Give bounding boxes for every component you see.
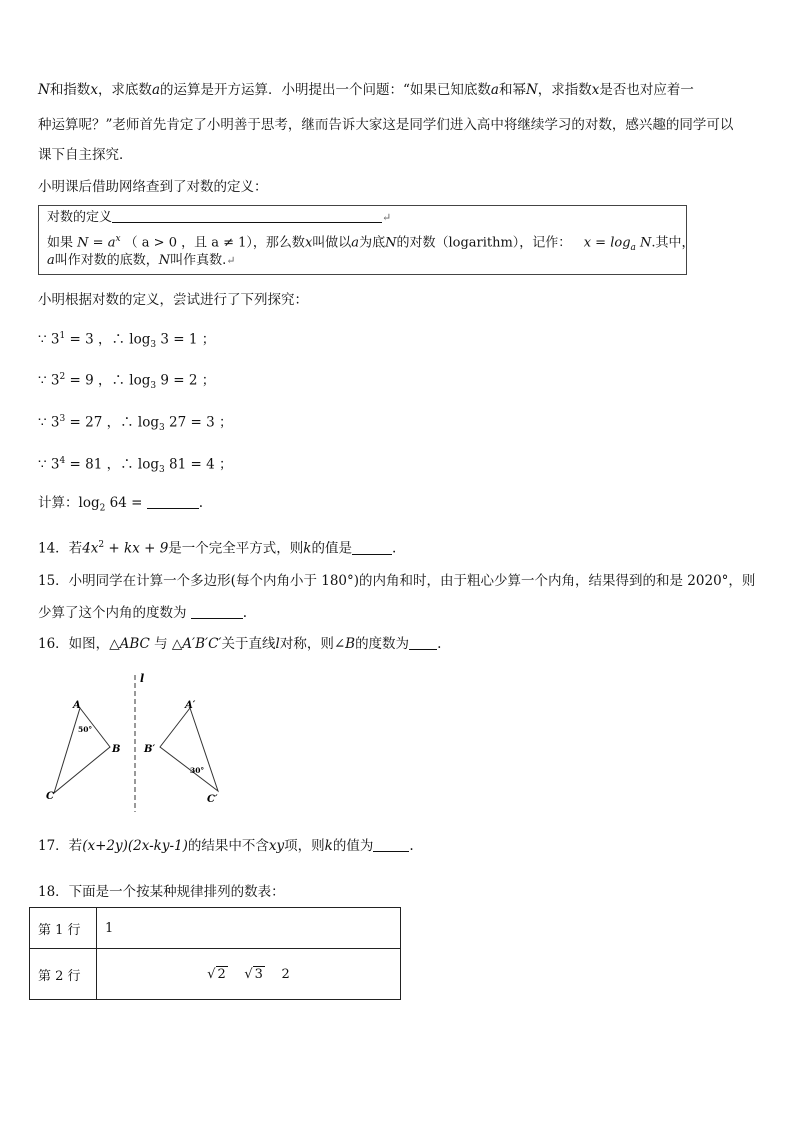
text: 的值是 — [311, 540, 352, 557]
exponent: x — [115, 234, 121, 244]
formula: N = a — [77, 235, 116, 251]
text: 9 = 2 ； — [156, 372, 216, 389]
text: 的结果中不含 — [187, 838, 269, 854]
text: 如果 — [47, 235, 74, 251]
vertex-A: A — [73, 700, 81, 711]
intro-line-3: 课下自主探究． — [38, 147, 133, 163]
row-label: 第 2 行 — [30, 949, 97, 1000]
var-a: a — [47, 253, 55, 268]
text: = 9 ，∴ log — [65, 372, 151, 389]
base: 3 — [50, 331, 60, 348]
text: 27 = 3 ； — [164, 414, 233, 431]
text: .其中， — [651, 235, 695, 251]
var-k: k — [303, 540, 312, 557]
text: （ a > 0 ，且 a ≠ 1），那么数 — [124, 235, 305, 251]
subscript: 3 — [150, 381, 157, 392]
because-icon: ∵ — [38, 414, 47, 431]
var-N: N — [385, 235, 397, 251]
title-underline — [112, 208, 382, 223]
base: 3 — [50, 456, 60, 473]
answer-blank[interactable] — [352, 540, 392, 555]
text: ，求指数 — [537, 82, 592, 98]
triangle-label: △A′B′C′ — [171, 636, 222, 652]
text: log — [78, 495, 100, 511]
question-16 — [38, 634, 441, 654]
var-N: N — [158, 253, 171, 268]
intro-line-2: 种运算呢？”老师首先肯定了小明善于思考，继而告诉大家这是同学们进入高中将继续学习的对数，感兴趣的同学可以 — [38, 117, 734, 133]
text: 和幂 — [498, 82, 526, 98]
because-icon: ∵ — [38, 456, 47, 473]
var-x: x — [304, 235, 313, 251]
exponent: 2 — [98, 540, 105, 550]
angle-C-prime-label: 30° — [190, 766, 205, 775]
formula: (x+2y)(2x-ky-1) — [82, 838, 188, 854]
text: 对称，则 — [279, 636, 334, 652]
subscript: 3 — [150, 340, 157, 351]
radicand: 3 — [254, 966, 263, 982]
notation: x = log — [583, 235, 631, 251]
triangle-abc — [54, 708, 110, 793]
row-values — [97, 949, 401, 1000]
subscript: 3 — [158, 465, 165, 476]
text: 叫做以 — [312, 235, 352, 251]
text: 64 = — [105, 495, 143, 511]
explore-calc — [38, 493, 203, 519]
var-k: k — [324, 838, 333, 854]
term-xy: xy — [268, 838, 285, 854]
explore-step-1 — [38, 326, 215, 355]
text: 3 = 1 ； — [156, 331, 216, 348]
var-l: l — [275, 636, 280, 652]
row-values: 1 — [97, 908, 401, 949]
return-mark-icon: ↵ — [226, 254, 236, 267]
var-x: x — [591, 82, 600, 98]
text: 的度数为 — [355, 636, 410, 652]
explore-step-2 — [38, 367, 215, 396]
text: 关于直线 — [221, 636, 276, 652]
base: 3 — [50, 414, 60, 431]
radicand: 2 — [217, 966, 226, 982]
text: . — [391, 540, 397, 557]
text: 与 — [154, 636, 168, 652]
answer-blank[interactable] — [147, 494, 199, 509]
text: 和指数 — [49, 82, 91, 98]
explore-step-4 — [38, 451, 232, 480]
intro-line-4: 小明课后借助网络查到了对数的定义： — [38, 179, 268, 195]
explore-step-3 — [38, 409, 232, 438]
var-N: N — [525, 82, 538, 98]
text: ，求底数 — [97, 82, 152, 98]
text: 81 = 4 ； — [164, 456, 233, 473]
text: 是否也对应着一 — [599, 82, 694, 98]
because-icon: ∵ — [38, 331, 47, 348]
definition-box — [38, 205, 695, 275]
subscript: a — [630, 242, 636, 253]
answer-blank[interactable] — [409, 635, 437, 650]
question-number: 16．如图， — [38, 636, 110, 652]
vertex-C-prime: C′ — [207, 794, 218, 805]
text: = 3 ，∴ log — [65, 331, 151, 348]
text: . — [409, 838, 414, 854]
question-17 — [38, 836, 414, 856]
return-mark-icon: ↵ — [382, 211, 392, 224]
exponent: 3 — [59, 414, 66, 424]
var-a: a — [490, 82, 499, 98]
text: . — [198, 495, 203, 511]
formula: 4x — [82, 540, 99, 557]
answer-blank[interactable] — [191, 604, 243, 619]
var-a: a — [151, 82, 160, 98]
triangle-abc-prime — [160, 708, 218, 791]
question-14 — [38, 535, 396, 559]
angle-A-label: 50° — [78, 725, 93, 734]
because-icon: ∵ — [38, 372, 47, 389]
question-number: 17．若 — [38, 838, 83, 854]
text: 的对数（logarithm），记作： — [396, 235, 572, 251]
text: 叫作对数的底数， — [54, 253, 159, 268]
text: 是一个完全平方式，则 — [168, 540, 304, 557]
text: 项，则 — [284, 838, 325, 854]
text: 为底 — [359, 235, 386, 251]
value: 2 — [281, 966, 290, 982]
vertex-A-prime: A′ — [185, 700, 196, 711]
text: = 81 ，∴ log — [65, 456, 159, 473]
symmetry-figure — [40, 672, 240, 817]
sqrt-value: √ 2 — [207, 966, 226, 982]
row-label: 第 1 行 — [30, 908, 97, 949]
table-row — [30, 908, 401, 949]
text: = 27 ，∴ log — [65, 414, 159, 431]
base: 3 — [50, 372, 60, 389]
var-N: N — [38, 82, 50, 98]
definition-row-3 — [47, 252, 236, 270]
formula: + kx + 9 — [104, 540, 169, 557]
vertex-B: B — [112, 744, 121, 755]
text: 少算了这个内角的度数为 — [38, 605, 187, 621]
text: 的值为 — [332, 838, 374, 854]
line-label: l — [140, 672, 145, 685]
definition-title-row — [47, 208, 391, 227]
triangle-label: △ABC — [109, 636, 150, 652]
text: 叫作真数. — [170, 253, 227, 268]
text: . — [437, 636, 442, 652]
intro-line-1 — [38, 80, 694, 100]
exponent: 4 — [59, 456, 66, 466]
var-N: N — [640, 235, 652, 251]
text: 计算： — [38, 495, 79, 511]
explore-intro: 小明根据对数的定义，尝试进行了下列探究： — [38, 292, 308, 308]
question-number: 14．若 — [38, 540, 83, 557]
question-15-line-1: 15．小明同学在计算一个多边形(每个内角小于 180°)的内角和时，由于粗心少算一个内角，结果得到的和是 2020°，则 — [38, 573, 756, 589]
table-row — [30, 949, 401, 1000]
subscript: 3 — [158, 423, 165, 434]
exponent: 1 — [59, 331, 66, 341]
question-15-line-2 — [38, 603, 247, 623]
subscript: 2 — [99, 503, 106, 514]
var-x: x — [90, 82, 98, 98]
vertex-B-prime: B′ — [144, 744, 156, 755]
number-table — [29, 907, 401, 1000]
text: 的运算是开方运算．小明提出一个问题：“如果已知底数 — [160, 82, 491, 98]
angle-label: ∠B — [333, 636, 356, 652]
question-18-title: 18．下面是一个按某种规律排列的数表： — [38, 884, 285, 900]
definition-title: 对数的定义 — [47, 210, 113, 225]
sqrt-value: √ 3 — [244, 966, 263, 982]
text: . — [242, 605, 248, 621]
var-a: a — [351, 235, 360, 251]
vertex-C: C — [46, 791, 54, 802]
answer-blank[interactable] — [373, 837, 409, 852]
exponent: 2 — [59, 372, 66, 382]
